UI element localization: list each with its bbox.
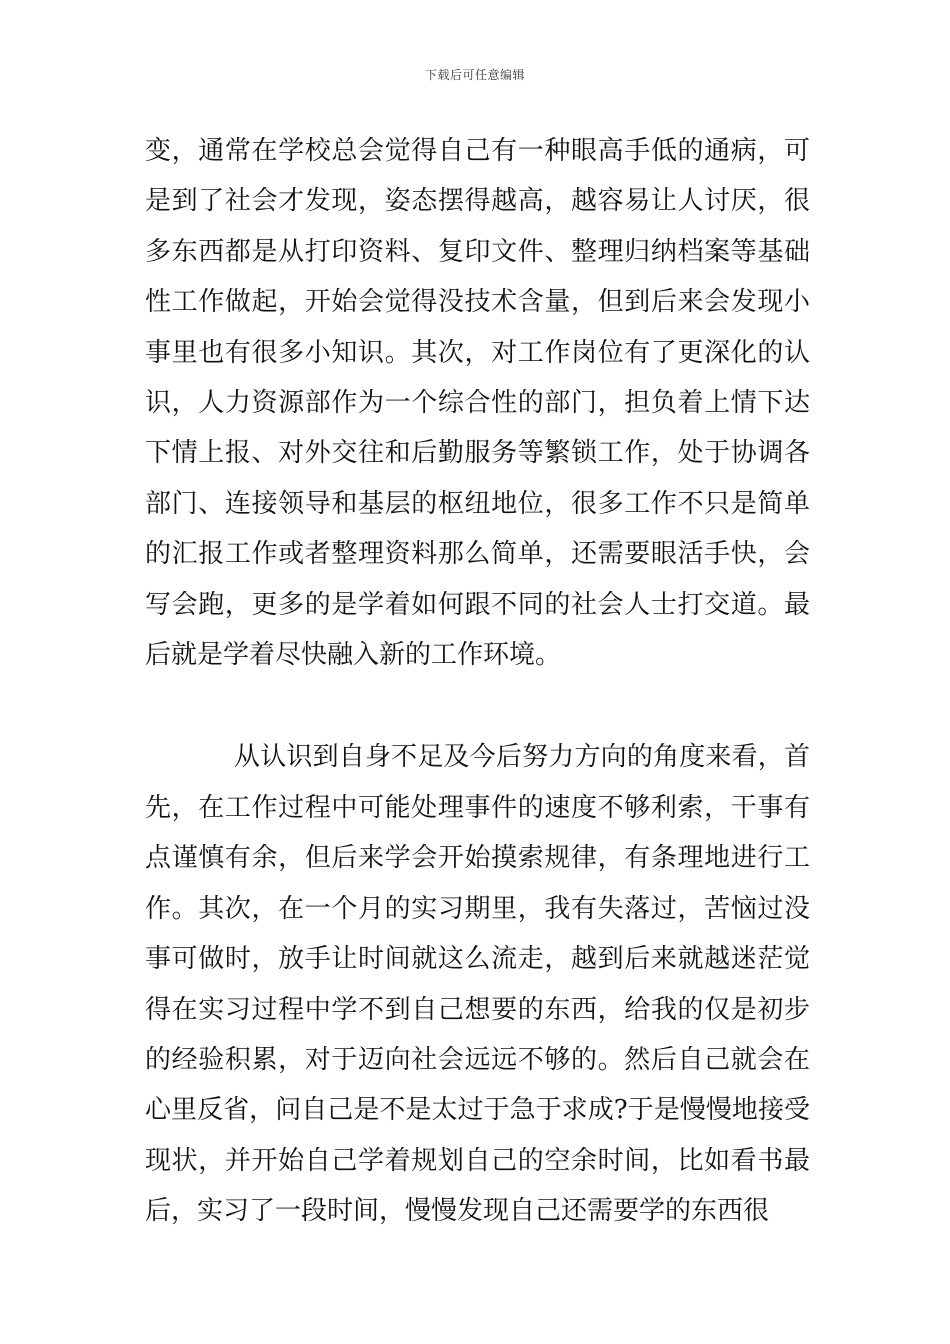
document-body xyxy=(145,126,810,1237)
page-header: 下载后可任意编辑 xyxy=(424,68,525,82)
body-paragraph-2: 从认识到自身不足及今后努力方向的角度来看，首先，在工作过程中可能处理事件的速度不够利索，干事有点谨慎有余，但后来学会开始摸索规律，有条理地进行工作。其次，在一个月的实习期里，我有失落过，苦恼过没事可做时，放手让时间就这么流走，越到后来就越迷茫觉得在实习过程中学不到自己想要的东西，给我的仅是初步的经验积累，对于迈向社会远远不够的。然后自己就会在心里反省，问自己是不是太过于急于求成?于是慢慢地接受现状，并开始自己学着规划自己的空余时间，比如看书最后，实习了一段时间，慢慢发现自己还需要学的东西很 xyxy=(145,742,810,1227)
body-paragraph-1: 变，通常在学校总会觉得自己有一种眼高手低的通病，可是到了社会才发现，姿态摆得越高，越容易让人讨厌，很多东西都是从打印资料、复印文件、整理归纳档案等基础性工作做起，开始会觉得没技术含量，但到后来会发现小事里也有很多小知识。其次，对工作岗位有了更深化的认识，人力资源部作为一个综合性的部门，担负着上情下达下情上报、对外交往和后勤服务等繁锁工作，处于协调各部门、连接领导和基层的枢纽地位，很多工作不只是简单的汇报工作或者整理资料那么简单，还需要眼活手快，会写会跑，更多的是学着如何跟不同的社会人士打交道。最后就是学着尽快融入新的工作环境。 xyxy=(145,136,810,671)
